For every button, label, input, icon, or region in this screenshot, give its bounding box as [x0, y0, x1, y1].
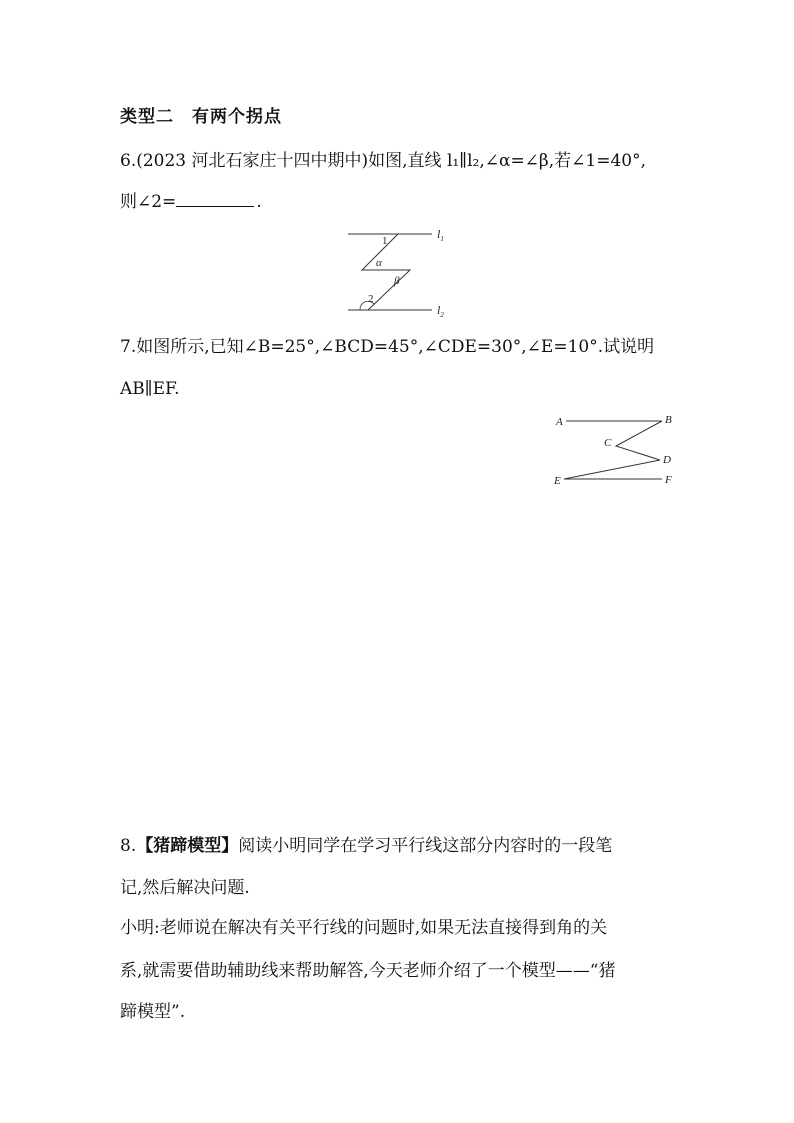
segment-DE	[564, 460, 660, 479]
q6-prefix: 则∠2=	[120, 192, 177, 212]
label-A: A	[556, 416, 563, 428]
label-B: B	[665, 414, 672, 426]
label-l1: $l_1$	[437, 227, 444, 243]
q8-text-line5: 蹄模型”.	[120, 1002, 186, 1022]
section-title: 类型二 有两个拐点	[120, 107, 282, 127]
label-alpha: α	[376, 257, 382, 269]
q6-suffix: .	[256, 192, 262, 212]
q8-text-line2: 记,然后解决问题.	[120, 878, 250, 898]
q8-text-line4: 系,就需要借助辅助线来帮助解答,今天老师介绍了一个模型——“猪	[120, 961, 616, 981]
label-angle1: 1	[382, 235, 388, 247]
label-angle2: 2	[368, 293, 374, 305]
q6-text-line1: 6.(2023 河北石家庄十四中期中)如图,直线 l₁∥l₂,∠α=∠β,若∠1=40°,	[120, 151, 647, 171]
q8-text-line1	[120, 834, 612, 858]
q6-text-line2	[120, 190, 262, 214]
q6-figure	[340, 224, 460, 320]
label-l2: $l_2$	[437, 303, 444, 319]
label-D: D	[663, 454, 671, 466]
q7-text-line1: 7.如图所示,已知∠B=25°,∠BCD=45°,∠CDE=30°,∠E=10°.试说明	[120, 337, 655, 357]
label-beta: β	[394, 275, 400, 287]
q7-text-line2: AB∥EF.	[120, 379, 180, 399]
q8-tag: 【猪蹄模型】	[136, 836, 239, 856]
q7-figure	[552, 408, 682, 490]
label-F: F	[665, 474, 672, 486]
label-C: C	[604, 437, 612, 449]
q8-number: 8.	[120, 836, 137, 856]
q8-line1-rest: 阅读小明同学在学习平行线这部分内容时的一段笔	[238, 836, 613, 856]
q8-text-line3: 小明:老师说在解决有关平行线的问题时,如果无法直接得到角的关	[120, 918, 608, 938]
label-E: E	[554, 475, 561, 487]
segment-BCD	[616, 421, 662, 460]
answer-blank	[176, 192, 254, 207]
